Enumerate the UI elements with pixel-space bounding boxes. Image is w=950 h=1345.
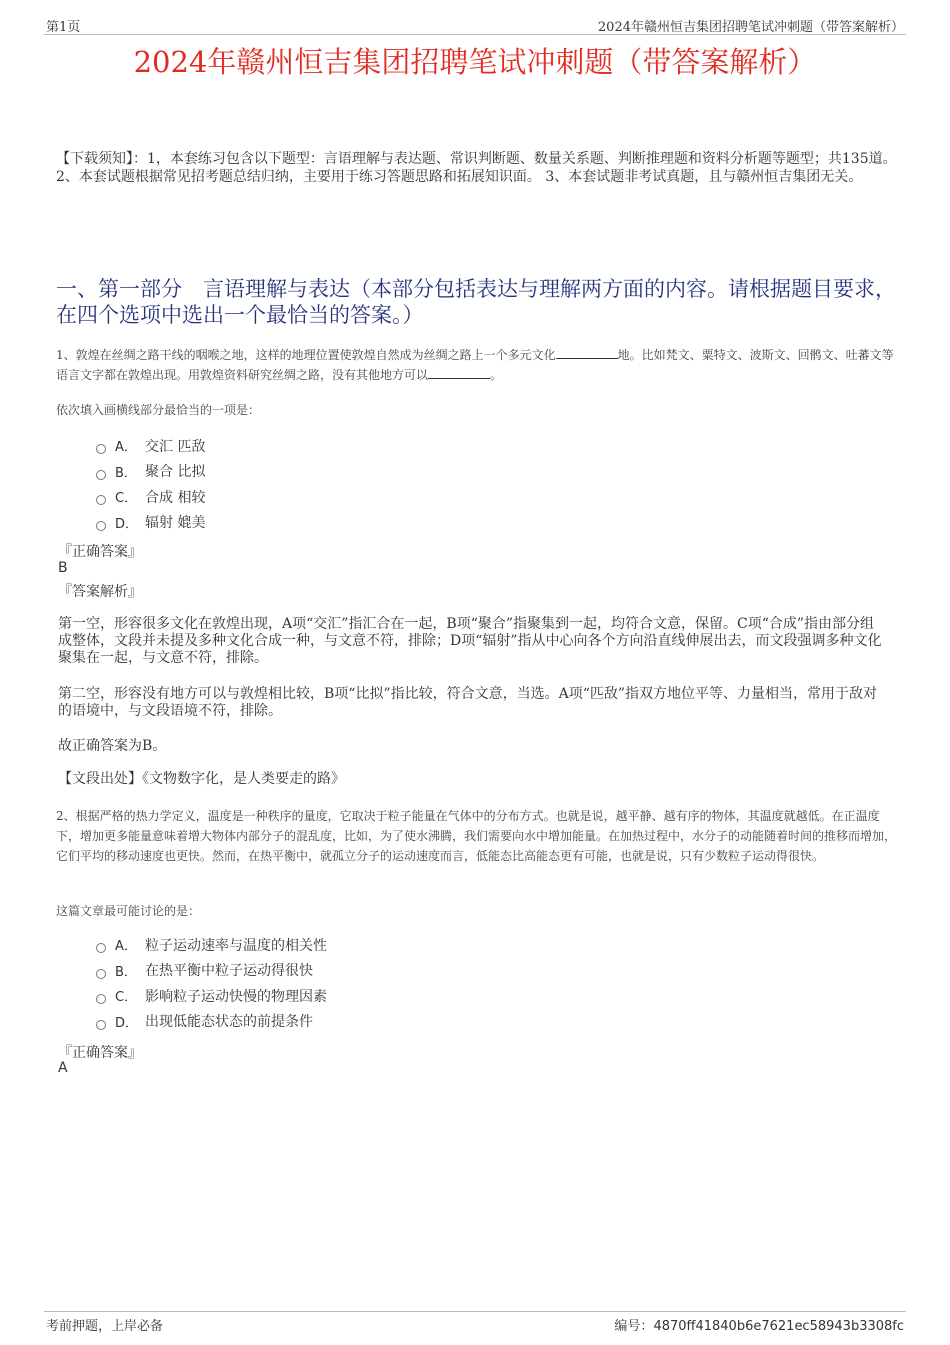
option-text: 在热平衡中粒子运动得很快 — [145, 963, 313, 980]
page-number: 第1页 — [46, 20, 81, 35]
question-2-answer-label: 『正确答案』 — [58, 1045, 142, 1061]
question-2-option-c[interactable] — [96, 983, 327, 1009]
question-2-option-b[interactable] — [96, 958, 327, 984]
option-letter: C． — [115, 491, 138, 507]
question-2-options — [96, 932, 327, 1034]
option-text: 出现低能态状态的前提条件 — [145, 1014, 313, 1031]
page-footer — [44, 1311, 906, 1334]
option-text: 粒子运动速率与温度的相关性 — [145, 937, 327, 954]
option-text: 聚合 比拟 — [145, 464, 206, 481]
footer-code-value: 4870ff41840b6e7621ec58943b3308fc — [653, 1319, 904, 1334]
option-letter: D． — [115, 516, 139, 532]
question-1-answer-label: 『正确答案』 — [58, 544, 142, 560]
question-1-analysis-conclusion: 故正确答案为B。 — [58, 738, 167, 754]
footer-slogan: 考前押题，上岸必备 — [46, 1319, 164, 1334]
option-text: 合成 相较 — [145, 489, 206, 506]
footer-code — [614, 1315, 904, 1334]
question-1-analysis-paragraph-2: 第二空，形容没有地方可以与敦煌相比较，B项“比拟”指比较，符合文意，当选。A项“匹敌”指双方地位平等、力量相当，常用于敌对的语境中，与文段语境不符，排除。 — [58, 686, 878, 719]
page-header — [44, 14, 906, 35]
header-doc-title: 2024年赣州恒吉集团招聘笔试冲刺题（带答案解析） — [597, 20, 904, 35]
question-2-option-d[interactable] — [96, 1009, 327, 1035]
document-title: 2024年赣州恒吉集团招聘笔试冲刺题（带答案解析） — [133, 45, 817, 79]
option-letter: D． — [115, 1015, 139, 1031]
option-text: 影响粒子运动快慢的物理因素 — [145, 988, 327, 1005]
footer-code-label: 编号： — [614, 1319, 654, 1334]
question-2-prompt: 这篇文章最可能讨论的是： — [56, 904, 201, 918]
radio-button[interactable] — [96, 994, 106, 1004]
question-1-option-b[interactable] — [96, 459, 205, 485]
question-2-option-a[interactable] — [96, 932, 327, 958]
question-1-analysis-paragraph-1: 第一空，形容很多文化在敦煌出现，A项“交汇”指汇合在一起，B项“聚合”指聚集到一起，均符合文意，保留。C项“合成”指由部分组成整体，文段并未提及多种文化合成一种，与文意不符，排除；D项“辐射”指从中心向各个方向沿直线伸展出去，而文段强调多种文化聚集在一起，与文意不符，排除。 — [58, 616, 882, 666]
radio-button[interactable] — [96, 969, 106, 979]
option-letter: B． — [115, 964, 137, 980]
question-1-text-part-c: 。 — [490, 368, 503, 382]
option-letter: A． — [115, 939, 137, 955]
radio-button[interactable] — [96, 470, 106, 480]
question-1-text-part-b: 地。比如梵文、粟特文、波斯文、回鹘文、吐蕃文等语言文字都在敦煌出现。用敦煌资料研究丝绸之路，没有其他地方可以 — [56, 348, 894, 382]
section-title: 一、第一部分 言语理解与表达（本部分包括表达与理解两方面的内容。请根据题目要求，在四个选项中选出一个最恰当的答案。） — [56, 277, 896, 327]
question-1-option-c[interactable] — [96, 484, 205, 510]
radio-button[interactable] — [96, 943, 106, 953]
radio-button[interactable] — [96, 444, 106, 454]
option-letter: C． — [115, 990, 138, 1006]
question-1-option-d[interactable] — [96, 510, 205, 536]
option-letter: B． — [115, 465, 137, 481]
fill-blank-1 — [556, 345, 618, 359]
question-1-options — [96, 433, 205, 535]
question-1-source: 【文段出处】《文物数字化，是人类要走的路》 — [58, 771, 345, 787]
fill-blank-2 — [428, 365, 490, 379]
option-letter: A． — [115, 440, 137, 456]
question-1-analysis-label: 『答案解析』 — [58, 584, 142, 600]
question-1-text — [56, 345, 898, 385]
radio-button[interactable] — [96, 1020, 106, 1030]
question-2-answer: A — [58, 1060, 68, 1076]
question-2-text: 2、根据严格的热力学定义，温度是一种秩序的量度，它取决于粒子能量在气体中的分布方式。也就是说，越平静、越有序的物体，其温度就越低。在正温度下，增加更多能量意味着增大物体内部分子的混乱度，比如，为了使水沸腾，我们需要向水中增加能量。在加热过程中，水分子的动能随着时间的推移而增加，它们平均的移动速度也更快。然而，在热平衡中，就孤立分子的运动速度而言，低能态比高能态更有可能，也就是说，只有少数粒子运动得很快。 — [56, 809, 897, 863]
radio-button[interactable] — [96, 521, 106, 531]
question-1-answer: B — [58, 560, 68, 576]
option-text: 交汇 匹敌 — [145, 438, 206, 455]
radio-button[interactable] — [96, 495, 106, 505]
question-1-option-a[interactable] — [96, 433, 205, 459]
download-notice: 【下载须知】：1，本套练习包含以下题型：言语理解与表达题、常识判断题、数量关系题、判断推理题和资料分析题等题型；共135道。 2、本套试题根据常见招考题总结归纳，主要用于练习答题思路和拓展知识面。 3、本套试题非考试真题，且与赣州恒吉集团无关。 — [56, 151, 897, 185]
question-1-text-part-a: 1、敦煌在丝绸之路干线的咽喉之地，这样的地理位置使敦煌自然成为丝绸之路上一个多元文化 — [56, 348, 556, 362]
option-text: 辐射 媲美 — [145, 515, 206, 532]
question-1-prompt: 依次填入画横线部分最恰当的一项是： — [56, 403, 261, 417]
